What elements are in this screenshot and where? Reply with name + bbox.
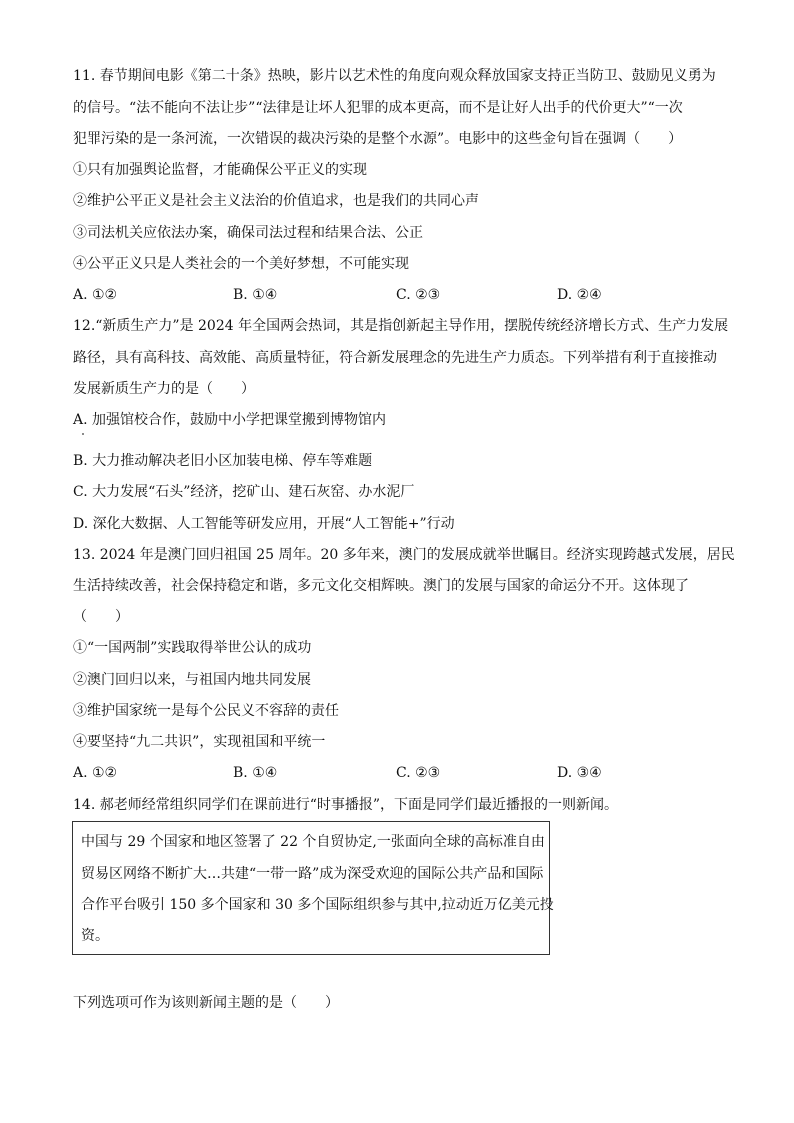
q13-statement-3: ③维护国家统一是每个公民义不容辞的责任 (73, 703, 339, 719)
q11-stem-line-2: 的信号。“法不能向不法让步”“法律是让坏人犯罪的成本更高，而不是让好人出手的代价更大”“一次 (73, 100, 683, 116)
q13-statement-2: ②澳门回归以来，与祖国内地共同发展 (73, 672, 311, 688)
news-line-4: 资。 (81, 928, 109, 944)
q11-statement-2: ②维护公平正义是社会主义法治的价值追求，也是我们的共同心声 (73, 193, 479, 209)
news-box (72, 821, 554, 955)
q12-option-d: D. 深化大数据、人工智能等研发应用，开展“人工智能+”行动 (73, 516, 455, 532)
q12-option-a: A. 加强馆校合作，鼓励中小学把课堂搬到博物馆内 (73, 412, 387, 428)
q14-intro: 14. 郝老师经常组织同学们在课前进行“时事播报”，下面是同学们最近播报的一则新闻。 (73, 797, 619, 813)
q14-question: 下列选项可作为该则新闻主题的是（ ） (73, 995, 339, 1011)
news-line-1: 中国与 29 个国家和地区签署了 22 个自贸协定,一张面向全球的高标准自由 (81, 834, 545, 850)
q13-statement-4: ④要坚持“九二共识”，实现祖国和平统一 (73, 734, 326, 750)
q13-statement-1: ①“一国两制”实践取得举世公认的成功 (73, 640, 312, 656)
q12-stem-line-3: 发展新质生产力的是（ ） (73, 381, 255, 397)
q12-option-b: B. 大力推动解决老旧小区加装电梯、停车等难题 (73, 453, 373, 469)
q13-stem-line-1: 13. 2024 年是澳门回归祖国 25 周年。20 多年来，澳门的发展成就举世瞩目。经济实现跨越式发展，居民 (73, 547, 735, 563)
news-line-2: 贸易区网络不断扩大…共建“一带一路”成为深受欢迎的国际公共产品和国际 (81, 866, 544, 882)
q11-statement-4: ④公平正义只是人类社会的一个美好梦想，不可能实现 (73, 256, 409, 272)
q11-option-c: C. ②③ (396, 287, 441, 303)
q13-option-d: D. ③④ (557, 765, 602, 781)
q12-option-c: C. 大力发展“石头”经济，挖矿山、建石灰窑、办水泥厂 (73, 484, 415, 500)
q11-option-a: A. ①② (73, 287, 118, 303)
q11-statement-3: ③司法机关应依法办案，确保司法过程和结果合法、公正 (73, 225, 423, 241)
news-line-3: 合作平台吸引 150 多个国家和 30 多个国际组织参与其中,拉动近万亿美元投 (81, 897, 554, 913)
q12-stem-line-2: 路径，具有高科技、高效能、高质量特征，符合新发展理念的先进生产力质态。下列举措有利于直接推动 (73, 350, 717, 366)
q13-stem-line-3: （ ） (73, 609, 129, 625)
q11-option-b: B. ①④ (233, 287, 278, 303)
q11-statement-1: ①只有加强舆论监督，才能确保公平正义的实现 (73, 162, 367, 178)
q11-option-d: D. ②④ (557, 287, 602, 303)
stray-dot-mark (82, 433, 84, 435)
q13-option-a: A. ①② (73, 765, 118, 781)
q12-stem-line-1: 12.“新质生产力”是 2024 年全国两会热词，其是指创新起主导作用，摆脱传统经济增长方式、生产力发展 (73, 318, 729, 334)
q13-stem-line-2: 生活持续改善，社会保持稳定和谐，多元文化交相辉映。澳门的发展与国家的命运分不开。这体现了 (73, 578, 689, 594)
q13-option-b: B. ①④ (233, 765, 278, 781)
q11-stem-line-1: 11. 春节期间电影《第二十条》热映，影片以艺术性的角度向观众释放国家支持正当防卫、鼓励见义勇为 (73, 68, 716, 84)
q11-stem-line-3: 犯罪污染的是一条河流，一次错误的裁决污染的是整个水源”。电影中的这些金句旨在强调（ ） (73, 131, 683, 147)
q13-option-c: C. ②③ (396, 765, 441, 781)
